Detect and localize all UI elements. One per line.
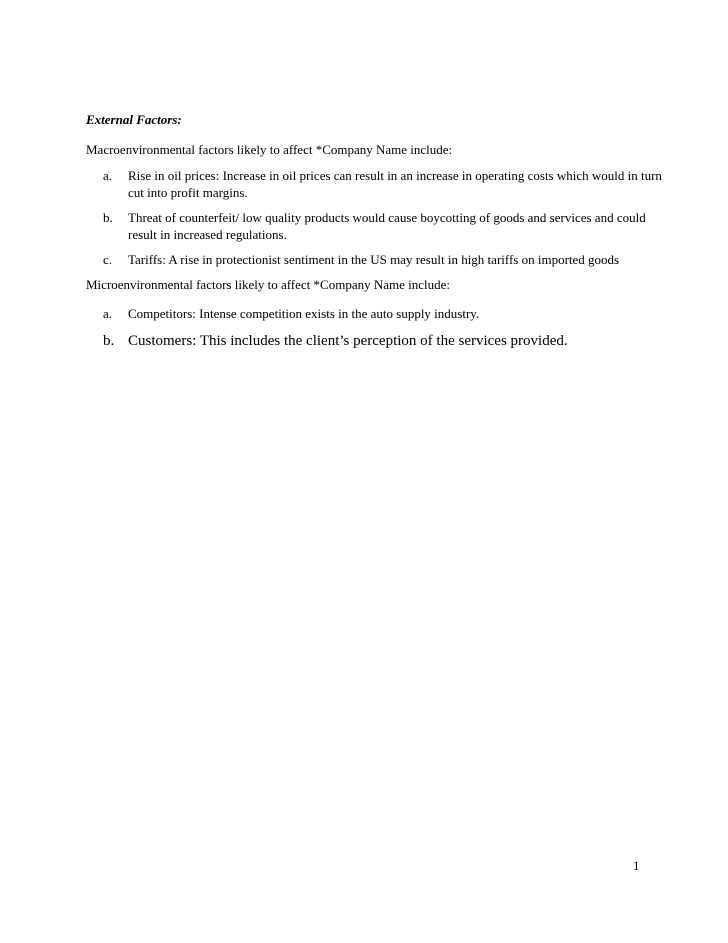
list-item-text: Threat of counterfeit/ low quality products would cause boycotting of goods and services and could result in increased regulations. (128, 210, 646, 242)
macro-list-item (103, 251, 703, 268)
list-marker: c. (103, 252, 113, 267)
list-item-text: Competitors: Intense competition exists in the auto supply industry. (128, 306, 480, 321)
list-item-text: Tariffs: A rise in protectionist sentiment in the US may result in high tariffs on imported goods (128, 252, 620, 267)
page-number: 1 (633, 858, 640, 873)
section-heading: External Factors: (86, 112, 182, 127)
micro-list-item (103, 332, 663, 350)
list-marker: a. (103, 168, 113, 183)
macro-intro: Macroenvironmental factors likely to affect *Company Name include: (86, 142, 453, 157)
macro-list-item (103, 167, 663, 201)
list-marker: b. (103, 210, 113, 225)
list-marker: a. (103, 306, 113, 321)
macro-list-item (103, 209, 663, 243)
micro-intro: Microenvironmental factors likely to affect *Company Name include: (86, 277, 451, 292)
list-marker: b. (103, 333, 115, 349)
list-item-text: Customers: This includes the client’s perception of the services provided. (128, 333, 568, 349)
list-item-text: Rise in oil prices: Increase in oil prices can result in an increase in operating costs which would in turn cut into profit margins. (128, 168, 662, 200)
micro-list-item (103, 305, 663, 322)
